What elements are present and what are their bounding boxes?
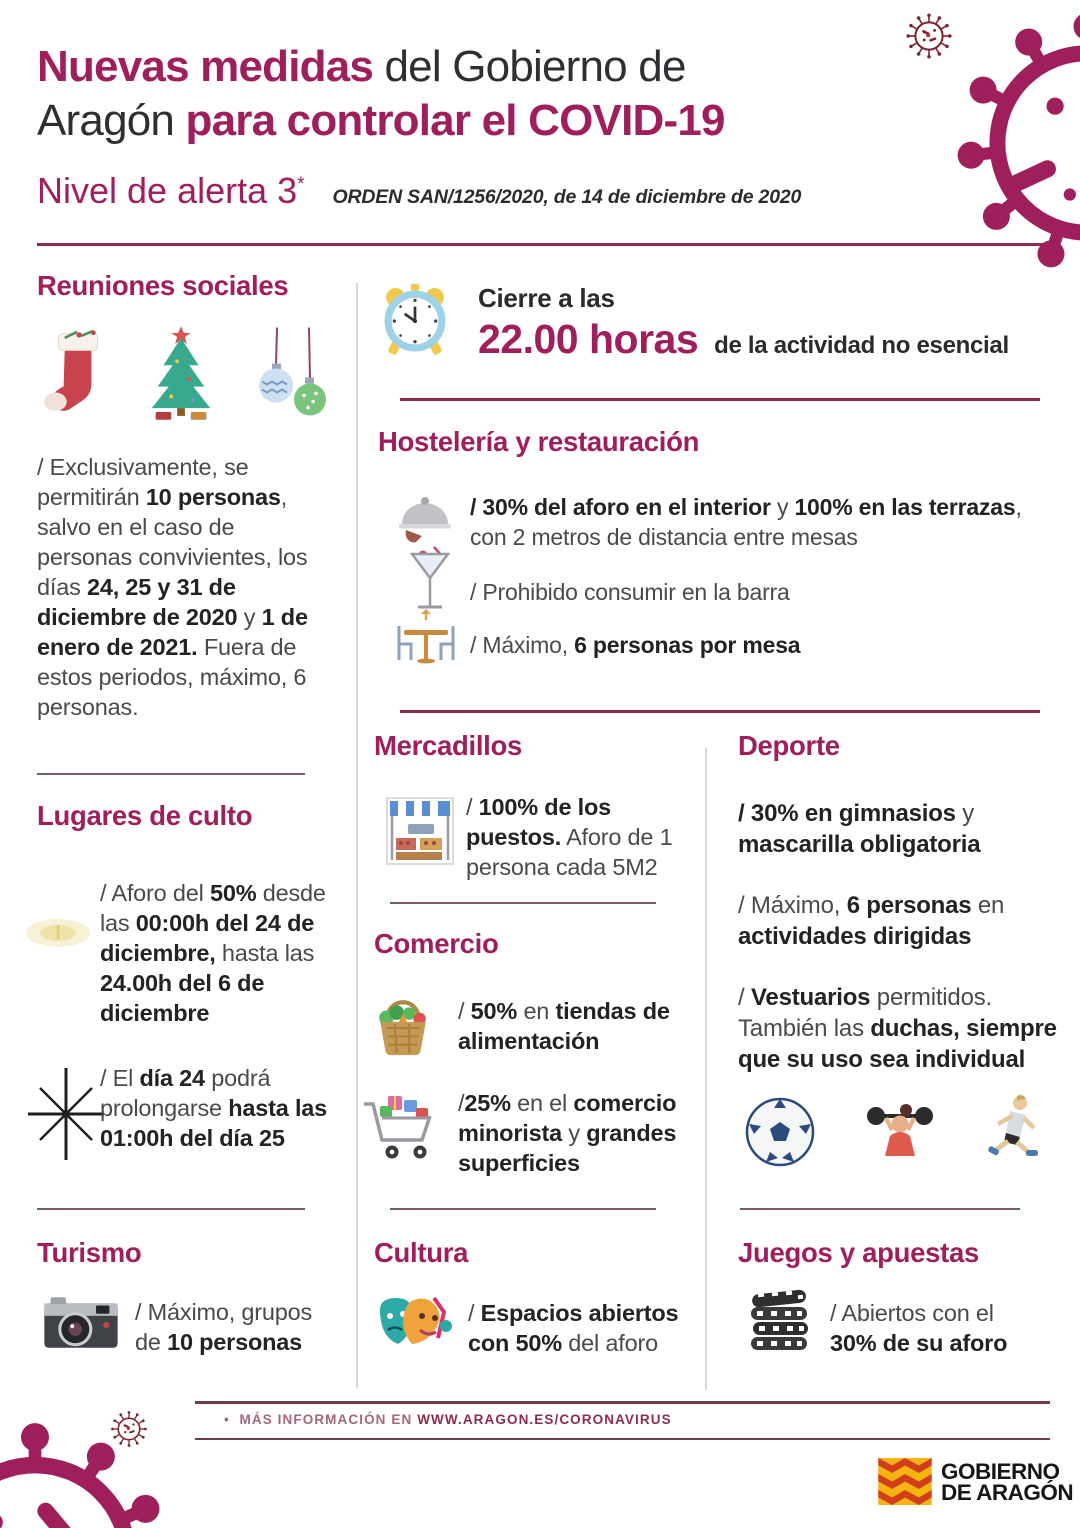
runner-icon bbox=[984, 1094, 1040, 1168]
mid-divider-1 bbox=[390, 902, 656, 904]
hosteleria-item-2: / Prohibido consumir en la barra bbox=[470, 579, 790, 605]
hosteleria-item-1: / 30% del aforo en el interior y 100% en las terrazas, con 2 metros de distancia entre mesas bbox=[470, 494, 1022, 550]
candle-glow-icon bbox=[24, 905, 92, 961]
closure-time: 22.00 horas bbox=[478, 316, 699, 362]
poker-chips-icon bbox=[744, 1286, 816, 1362]
footer-divider-top bbox=[195, 1401, 1050, 1404]
hosteleria-divider bbox=[400, 710, 1040, 713]
star-icon bbox=[22, 1066, 110, 1162]
section-title-juegos: Juegos y apuestas bbox=[738, 1237, 979, 1268]
section-title-hosteleria: Hostelería y restauración bbox=[378, 426, 700, 457]
page-title: Nuevas medidas del Gobierno de Aragón para controlar el COVID-19 bbox=[37, 42, 725, 145]
comercio-item-1: / 50% en tiendas de alimentación bbox=[458, 998, 670, 1054]
christmas-tree-icon bbox=[142, 322, 220, 424]
section-title-lugares: Lugares de culto bbox=[37, 800, 253, 831]
virus-small-icon bbox=[110, 1410, 148, 1448]
deporte-para-2: / Máximo, 6 personas en actividades dirigidas bbox=[738, 892, 1005, 950]
footer-divider-bottom bbox=[195, 1438, 1050, 1440]
reuniones-body: / Exclusivamente, se permitirán 10 personas, salvo en el caso de personas convivientes, los días 24, 25 y 31 de diciembre de 2020 y 1 de enero de 2021. Fuera de estos periodos, máximo, 6 personas. bbox=[37, 454, 308, 720]
theater-masks-icon bbox=[376, 1292, 458, 1362]
section-title-mercadillos: Mercadillos bbox=[374, 730, 523, 761]
market-stall-icon bbox=[384, 794, 456, 868]
gobierno-aragon-logo bbox=[878, 1458, 1073, 1505]
cloche-icon bbox=[396, 490, 454, 544]
closure-banner bbox=[478, 283, 1009, 363]
sport-icons-row bbox=[744, 1094, 1040, 1168]
right-divider bbox=[740, 1208, 1020, 1210]
comercio-item-2: /25% en el comercio minorista y grandes superficies bbox=[458, 1090, 677, 1176]
closure-divider bbox=[400, 398, 1040, 401]
alert-level-row bbox=[37, 170, 801, 212]
column-divider-left bbox=[356, 283, 358, 1388]
footer-info bbox=[224, 1412, 672, 1427]
mid-divider-2 bbox=[390, 1208, 656, 1210]
virus-large-icon bbox=[0, 1418, 175, 1528]
turismo-item: / Máximo, grupos de 10 personas bbox=[135, 1299, 313, 1355]
virus-large-icon bbox=[952, 8, 1080, 278]
deporte-para-3: / Vestuarios permitidos. También las duchas, siempre que su uso sea individual bbox=[738, 984, 1057, 1073]
section-title-reuniones: Reuniones sociales bbox=[37, 270, 289, 301]
section-title-deporte: Deporte bbox=[738, 730, 840, 761]
soccer-ball-icon bbox=[744, 1096, 816, 1168]
virus-small-icon bbox=[905, 12, 953, 60]
christmas-icons-row bbox=[40, 322, 330, 424]
left-divider-2 bbox=[37, 1208, 305, 1210]
deporte-para-1: / 30% en gimnasios y mascarilla obligatoria bbox=[738, 800, 981, 858]
bullet: • bbox=[224, 1412, 230, 1427]
weightlifting-icon bbox=[862, 1096, 938, 1168]
shopping-cart-icon bbox=[362, 1088, 442, 1166]
cultura-item: / Espacios abiertos con 50% del aforo bbox=[468, 1300, 679, 1356]
header-divider bbox=[37, 243, 1045, 246]
grocery-basket-icon bbox=[374, 990, 432, 1058]
closure-scope: de la actividad no esencial bbox=[714, 332, 1009, 359]
order-reference: ORDEN SAN/1256/2020, de 14 de diciembre de 2020 bbox=[332, 186, 802, 208]
footer-info-label: MÁS INFORMACIÓN EN bbox=[239, 1412, 418, 1427]
footer-url-link[interactable]: WWW.ARAGON.ES/CORONAVIRUS bbox=[417, 1412, 672, 1427]
closure-intro: Cierre a las bbox=[478, 283, 615, 313]
left-divider-1 bbox=[37, 773, 305, 775]
section-title-comercio: Comercio bbox=[374, 928, 499, 959]
baubles-icon bbox=[250, 326, 330, 424]
mercadillos-item: / 100% de los puestos. Aforo de 1 persona cada 5M2 bbox=[466, 794, 673, 880]
lugares-item-1: / Aforo del 50% desde las 00:00h del 24 de diciembre, hasta las 24.00h del 6 de diciembre bbox=[100, 880, 326, 1026]
camera-icon bbox=[42, 1290, 120, 1354]
christmas-stocking-icon bbox=[40, 326, 112, 424]
section-title-turismo: Turismo bbox=[37, 1237, 142, 1268]
aragon-flag-icon bbox=[878, 1458, 932, 1505]
hosteleria-item-3: / Máximo, 6 personas por mesa bbox=[470, 632, 801, 658]
section-title-cultura: Cultura bbox=[374, 1237, 469, 1268]
column-divider-right bbox=[705, 748, 707, 1390]
alarm-clock-icon bbox=[383, 281, 447, 357]
lugares-item-2: / El día 24 podrá prolongarse hasta las 01:00h del día 25 bbox=[100, 1065, 328, 1151]
juegos-item: / Abiertos con el 30% de su aforo bbox=[830, 1300, 1008, 1356]
logo-text: GOBIERNO DE ARAGÓN bbox=[941, 1458, 1074, 1505]
alert-level: Nivel de alerta 3* bbox=[37, 170, 305, 211]
table-chairs-icon bbox=[394, 608, 458, 670]
